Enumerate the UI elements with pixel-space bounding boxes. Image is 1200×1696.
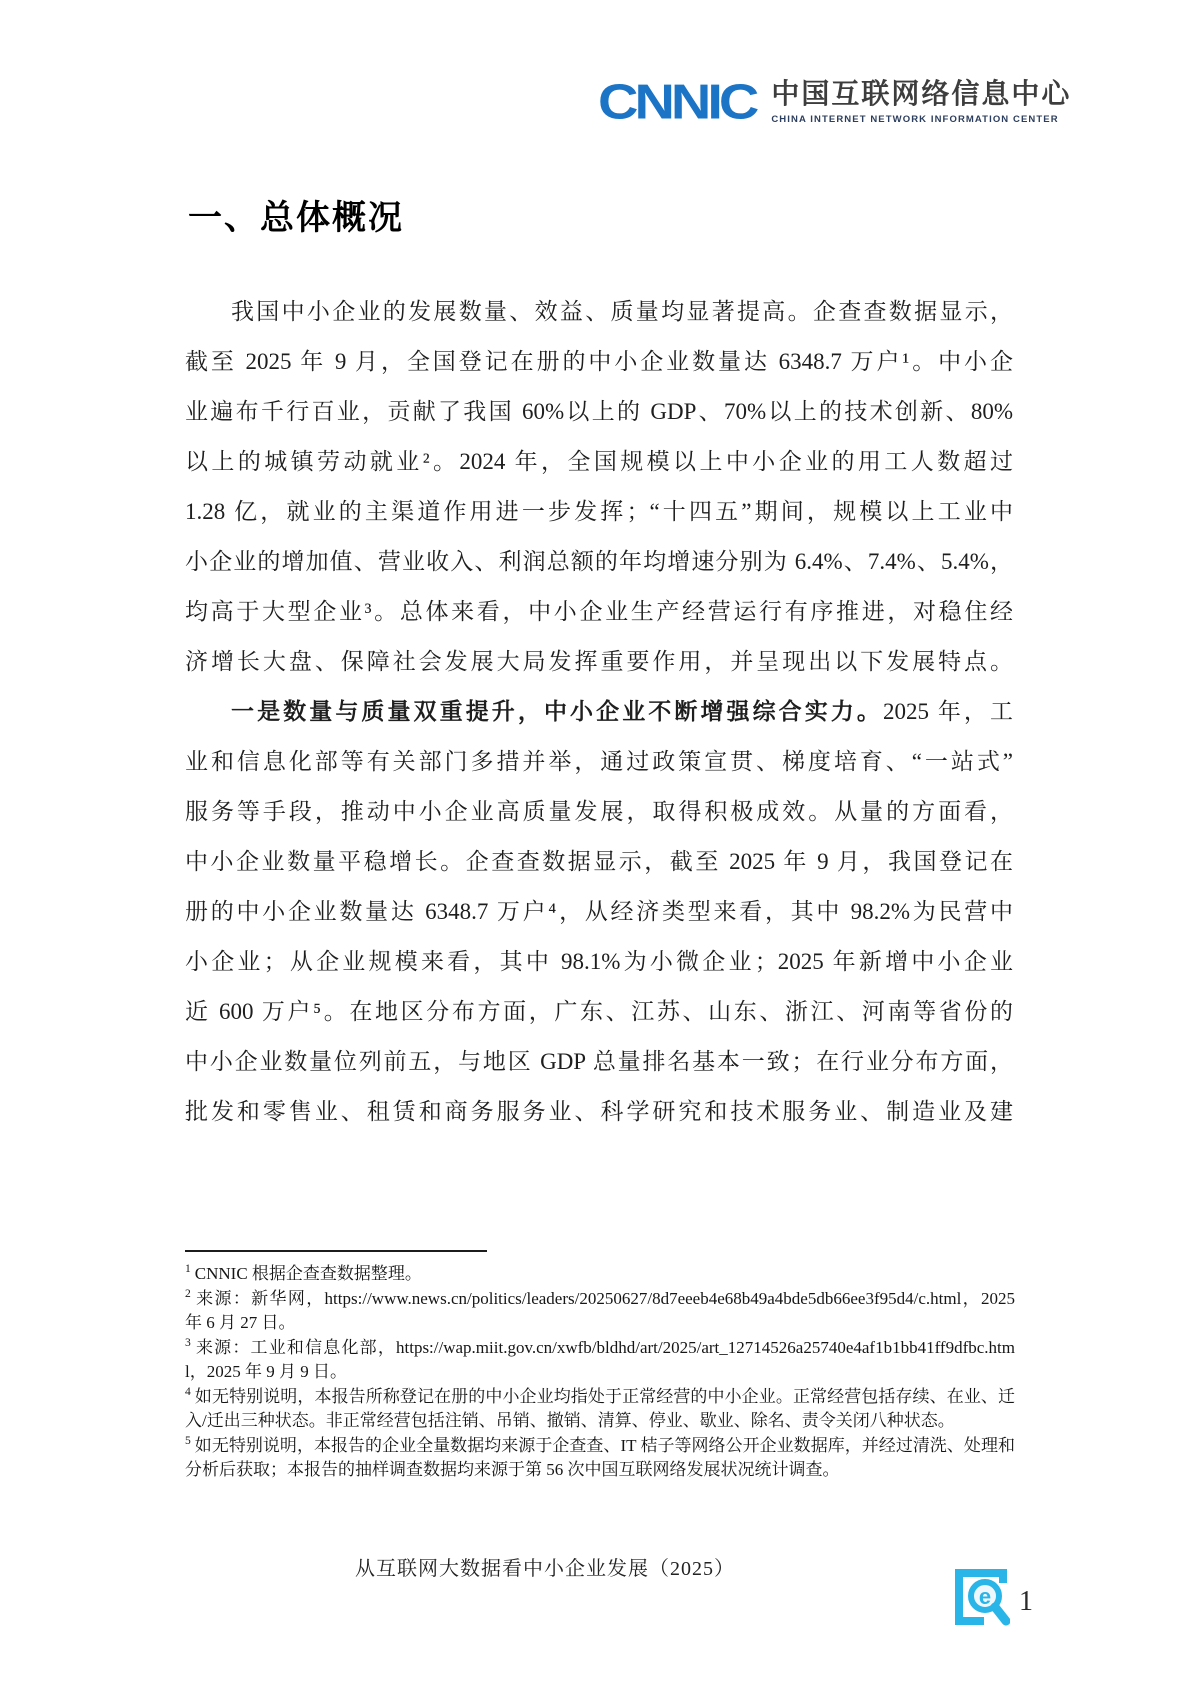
paragraph1-line: 以上的城镇劳动就业²。2024 年，全国规模以上中小企业的用工人数超过 — [185, 449, 1013, 474]
footnote — [185, 1262, 1015, 1287]
footnote-marker: 2 — [185, 1286, 191, 1300]
footnote-text: CNNIC 根据企查查数据整理。 — [194, 1264, 422, 1283]
paragraph2-line: 批发和零售业、租赁和商务服务业、科学研究和技术服务业、制造业及建 — [185, 1099, 1013, 1124]
paragraph1-line: 均高于大型企业³。总体来看，中小企业生产经营运行有序推进，对稳住经 — [185, 599, 1013, 624]
paragraph2-line: 小企业；从企业规模来看，其中 98.1%为小微企业；2025 年新增中小企业 — [185, 949, 1013, 974]
svg-text:e: e — [978, 1584, 992, 1609]
footnote-marker: 4 — [185, 1384, 191, 1398]
paragraph1-line: 截至 2025 年 9 月，全国登记在册的中小企业数量达 6348.7 万户¹。中小企 — [185, 349, 1013, 374]
footnotes — [185, 1262, 1015, 1483]
page-number: 1 — [1019, 1586, 1033, 1617]
paragraph2-line: 近 600 万户⁵。在地区分布方面，广东、江苏、山东、浙江、河南等省份的 — [185, 999, 1013, 1024]
paragraph2-line: 服务等手段，推动中小企业高质量发展，取得积极成效。从量的方面看， — [185, 799, 1013, 824]
paragraph1-line: 小企业的增加值、营业收入、利润总额的年均增速分别为 6.4%、7.4%、5.4%， — [185, 549, 1013, 574]
footnote-marker: 1 — [185, 1262, 191, 1276]
paragraph1-line: 我国中小企业的发展数量、效益、质量均显著提高。企查查数据显示， — [231, 299, 1013, 324]
cnnic-wordmark: CNNIC — [598, 73, 756, 130]
paragraph2-line: 册的中小企业数量达 6348.7 万户⁴，从经济类型来看，其中 98.2%为民营中 — [185, 899, 1013, 924]
report-magnifier-logo-icon — [952, 1566, 1010, 1628]
paragraph1-line: 业遍布千行百业，贡献了我国 60%以上的 GDP、70%以上的技术创新、80% — [185, 399, 1013, 424]
footer-doc-title: 从互联网大数据看中小企业发展（2025） — [355, 1558, 735, 1580]
section-heading: 一、总体概况 — [188, 199, 404, 237]
footnote-marker: 5 — [185, 1433, 191, 1447]
footnote — [185, 1434, 1015, 1483]
cnnic-logo — [598, 74, 1071, 130]
footnote-marker: 3 — [185, 1335, 191, 1349]
footnote-text: 如无特别说明，本报告的企业全量数据均来源于企查查、IT 桔子等网络公开企业数据库，并经过清洗、处理和分析后获取；本报告的抽样调查数据均来源于第 56 次中国互联网络发展状况统计调查。 — [185, 1435, 1015, 1479]
paragraph2-line: 中小企业数量平稳增长。企查查数据显示，截至 2025 年 9 月，我国登记在 — [185, 849, 1013, 874]
footnote — [185, 1287, 1015, 1336]
footnote — [185, 1385, 1015, 1434]
paragraph2-line: 中小企业数量位列前五，与地区 GDP 总量排名基本一致；在行业分布方面， — [185, 1049, 1013, 1074]
org-name-cn: 中国互联网络信息中心 — [771, 78, 1072, 110]
footnote-text: 来源：新华网，https://www.news.cn/politics/leaders/20250627/8d7eeeb4e68b49a4bde5db66ee3f95d4/c.html，2025 年 6 月 27 日。 — [185, 1288, 1015, 1332]
footnote-text: 如无特别说明，本报告所称登记在册的中小企业均指处于正常经营的中小企业。正常经营包括存续、在业、迁入/迁出三种状态。非正常经营包括注销、吊销、撤销、清算、停业、歇业、除名、责令关闭八种状态。 — [185, 1386, 1015, 1430]
footnote-separator — [185, 1250, 487, 1252]
paragraph2-lead-bold: 一是数量与质量双重提升，中小企业不断增强综合实力。 — [231, 699, 884, 724]
paragraph1-line: 济增长大盘、保障社会发展大局发挥重要作用，并呈现出以下发展特点。 — [185, 649, 1013, 674]
footnote — [185, 1336, 1015, 1385]
paragraph1-line: 1.28 亿，就业的主渠道作用进一步发挥；“十四五”期间，规模以上工业中 — [185, 499, 1013, 524]
body-text — [185, 287, 1013, 1137]
paragraph2-line: 业和信息化部等有关部门多措并举，通过政策宣贯、梯度培育、“一站式” — [185, 749, 1013, 774]
paragraph2-lead-rest: 2025 年，工 — [883, 699, 1013, 724]
paragraph2-lead-line — [185, 687, 1013, 737]
cnnic-org-names — [771, 79, 1071, 125]
footnote-text: 来源：工业和信息化部，https://wap.miit.gov.cn/xwfb/bldhd/art/2025/art_12714526a25740e4af1b1bb41ff9dfbc.html，2025 年 9 月 9 日。 — [185, 1337, 1015, 1381]
org-name-en: CHINA INTERNET NETWORK INFORMATION CENTER — [771, 114, 1059, 126]
